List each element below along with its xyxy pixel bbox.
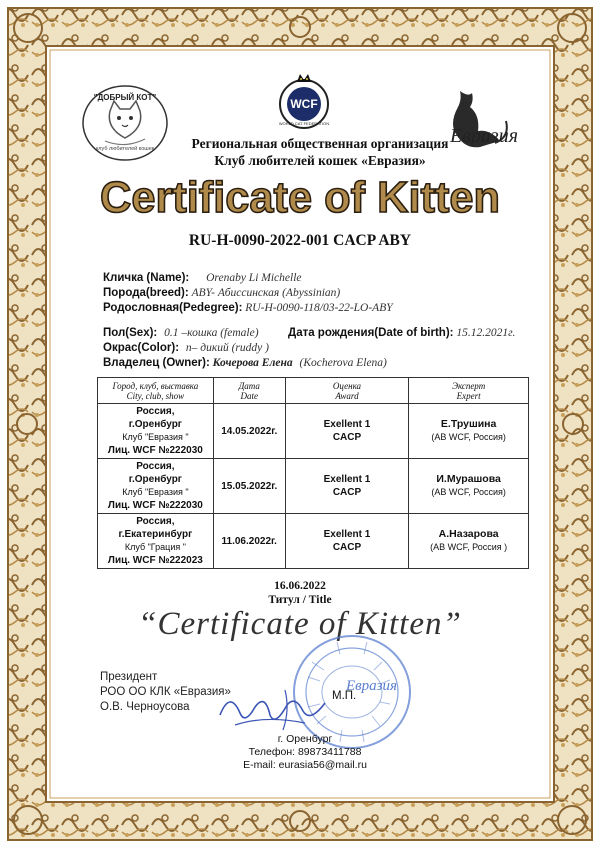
eurasia-logo-text: Евразия	[450, 125, 518, 147]
breed-label: Порода(breed):	[103, 287, 189, 299]
show-license: Лиц. WCF №222030	[107, 445, 203, 456]
birth-row	[288, 325, 515, 341]
president-signature	[215, 685, 335, 735]
show-city: г.Екатеринбург	[118, 529, 193, 540]
show-club: Клуб "Евразия "	[122, 487, 189, 497]
show-expert-sub: (AB WCF, Россия)	[431, 487, 506, 497]
organization-line-1: Региональная общественная организация	[191, 136, 449, 151]
footer-city: г. Оренбург	[277, 733, 333, 745]
certificate-title	[95, 168, 505, 224]
table-header-row	[98, 378, 529, 404]
signature-org: РОО ОО КЛК «Евразия»	[100, 686, 231, 698]
show-location	[98, 459, 214, 514]
dobryi-kot-logo-bottom-text: клуб любителей кошек	[95, 146, 155, 152]
pedigree-row	[103, 300, 393, 316]
show-expert-sub: (AB WCF, Россия )	[430, 542, 508, 552]
pedigree-label: Родословная(Pedegree):	[103, 302, 243, 314]
show-expert	[409, 514, 529, 569]
show-city: г.Оренбург	[128, 474, 182, 485]
sex-label: Пол(Sex):	[103, 327, 158, 339]
color-row	[103, 340, 269, 356]
header-expert-en: Expert	[456, 390, 481, 401]
registration-number: RU-H-0090-2022-001 CACP ABY	[188, 232, 412, 249]
header-city-ru: Город, клуб, выставка	[112, 380, 199, 391]
show-award	[285, 514, 409, 569]
header-date-en: Date	[240, 390, 258, 401]
wcf-logo-ring-text: WORLD CAT FEDERATION	[278, 121, 330, 126]
show-expert-name: А.Назарова	[438, 528, 499, 540]
breed-value: ABY- Абиссинская (Abyssinian)	[191, 287, 341, 299]
show-award-title: CACP	[332, 542, 362, 553]
show-city: г.Оренбург	[128, 419, 182, 430]
shows-table	[97, 377, 529, 569]
table-row	[98, 514, 529, 569]
table-row	[98, 404, 529, 459]
issue-date: 16.06.2022	[274, 580, 326, 592]
show-expert-sub: (AB WCF, Россия)	[431, 432, 506, 442]
show-award-grade: Exellent 1	[323, 474, 371, 485]
sex-value: 0.1 –кошка (female)	[164, 327, 259, 339]
show-award-title: CACP	[332, 487, 362, 498]
show-club: Клуб "Грация "	[124, 542, 186, 552]
show-date: 11.06.2022г.	[213, 514, 285, 569]
name-label: Кличка (Name):	[103, 272, 190, 284]
show-expert	[409, 404, 529, 459]
header-award-ru: Оценка	[332, 380, 362, 391]
show-country: Россия,	[136, 461, 175, 472]
show-club: Клуб "Евразия "	[122, 432, 189, 442]
header-award-en: Award	[335, 390, 359, 401]
header-expert	[409, 378, 529, 404]
table-row	[98, 459, 529, 514]
show-expert-name: И.Мурашова	[436, 473, 501, 485]
header-date-ru: Дата	[238, 380, 260, 391]
show-license: Лиц. WCF №222023	[107, 555, 203, 566]
show-country: Россия,	[136, 406, 175, 417]
header-date	[213, 378, 285, 404]
show-location	[98, 404, 214, 459]
footer-phone: Телефон: 89873411788	[248, 746, 362, 758]
owner-value-ru: Кочерова Елена	[212, 357, 293, 369]
name-value: Orenaby Li Michelle	[206, 272, 302, 284]
signature-role: Президент	[100, 671, 158, 683]
header-expert-ru: Эксперт	[452, 380, 486, 391]
signature-name: О.В. Черноусова	[100, 701, 190, 713]
stamp-text: Евразия	[346, 678, 397, 694]
show-date: 15.05.2022г.	[213, 459, 285, 514]
owner-row	[103, 355, 387, 371]
show-award	[285, 404, 409, 459]
header-city-en: City, club, show	[126, 390, 185, 401]
show-country: Россия,	[136, 516, 175, 527]
show-award	[285, 459, 409, 514]
certificate-title-text: Certificate of Kitten	[100, 173, 500, 222]
show-award-title: CACP	[332, 432, 362, 443]
header-award	[285, 378, 409, 404]
color-value: n– дикий (ruddy )	[185, 342, 269, 354]
show-award-grade: Exellent 1	[323, 419, 371, 430]
owner-label: Владелец (Owner):	[103, 357, 210, 369]
birth-label: Дата рождения(Date of birth):	[288, 327, 454, 339]
wcf-logo-abbr: WCF	[290, 97, 318, 111]
pedigree-value: RU-H-0090-118/03-22-LO-ABY	[245, 302, 393, 314]
show-award-grade: Exellent 1	[323, 529, 371, 540]
show-license: Лиц. WCF №222030	[107, 500, 203, 511]
header-city	[98, 378, 214, 404]
signature-block	[100, 670, 231, 715]
organization-header	[150, 135, 490, 169]
mp-label: М.П.	[332, 690, 357, 702]
breed-row	[103, 285, 340, 301]
show-expert	[409, 459, 529, 514]
birth-value: 15.12.2021г.	[456, 327, 516, 339]
name-row	[103, 270, 302, 286]
dobryi-kot-logo-top-text: "ДОБРЫЙ КОТ"	[93, 93, 157, 102]
certificate-script-title: “Certificate of Kitten”	[138, 606, 462, 642]
color-label: Окрас(Color):	[103, 342, 180, 354]
show-date: 14.05.2022г.	[213, 404, 285, 459]
owner-value-en: (Kocherova Elena)	[299, 357, 387, 369]
footer-email: E-mail: eurasia56@mail.ru	[243, 759, 367, 771]
organization-line-2: Клуб любителей кошек «Евразия»	[214, 153, 426, 168]
show-location	[98, 514, 214, 569]
show-expert-name: Е.Трушина	[440, 418, 497, 430]
titul-label: Титул / Title	[268, 594, 332, 606]
sex-row	[103, 325, 259, 341]
